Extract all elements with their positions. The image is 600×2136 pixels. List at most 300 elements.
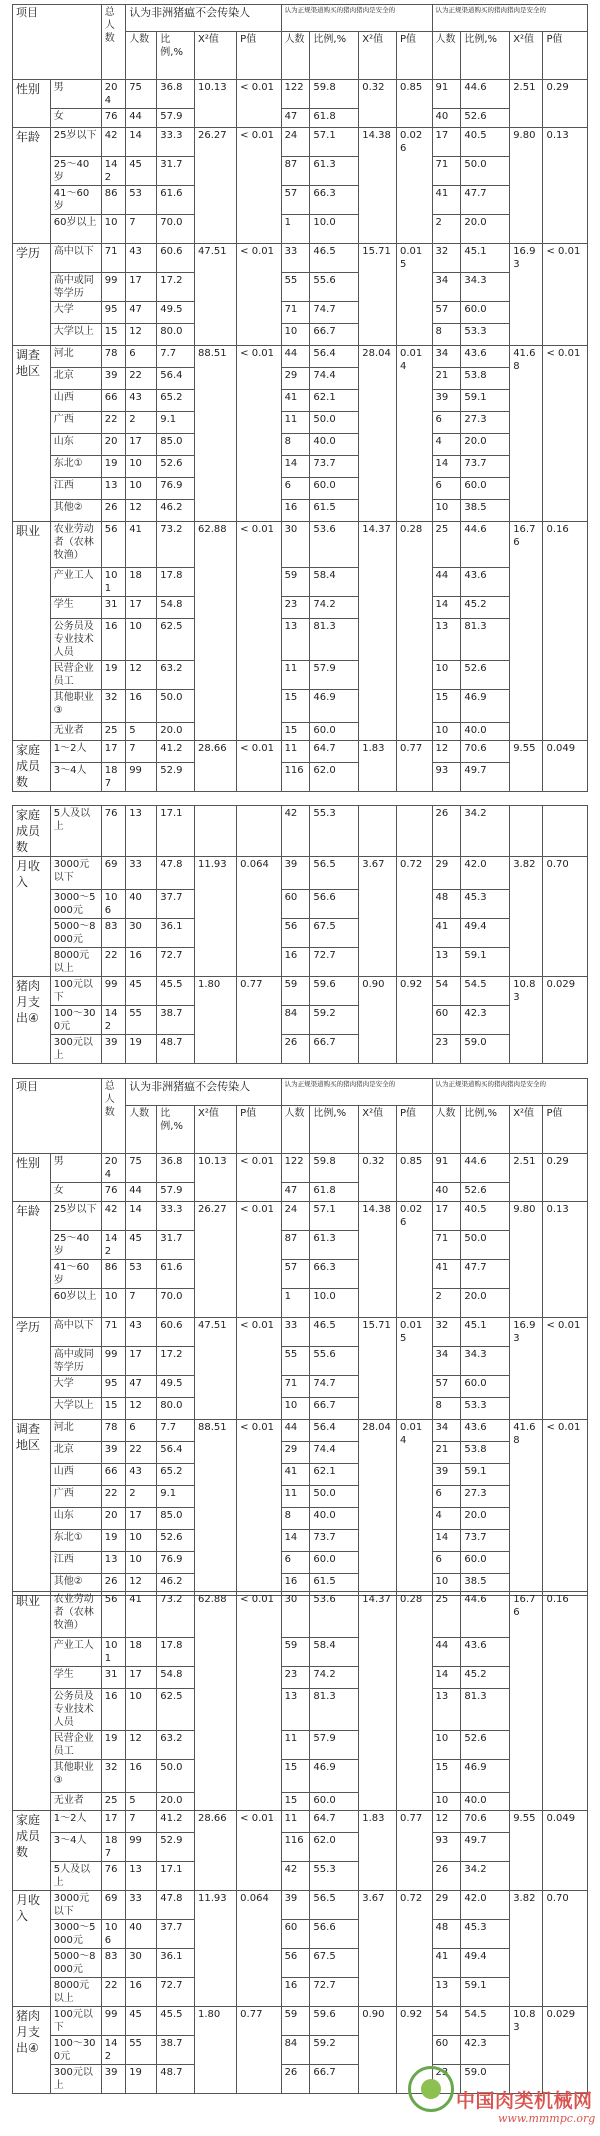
g1-percent: 63.2 — [157, 1731, 195, 1760]
g1-count: 43 — [126, 1318, 157, 1347]
row-total: 26 — [101, 500, 125, 522]
row-total: 13 — [101, 478, 125, 500]
g1-count: 6 — [126, 346, 157, 368]
g2-percent: 46.5 — [310, 1318, 359, 1347]
g2-count: 8 — [281, 1508, 310, 1530]
g1-percent: 50.0 — [157, 690, 195, 723]
g2-percent: 61.5 — [310, 1574, 359, 1596]
g2-p-value: 0.014 — [396, 346, 432, 522]
row-total: 101 — [101, 568, 125, 597]
table-row — [13, 741, 588, 763]
row-total: 66 — [101, 1464, 125, 1486]
g3-count: 23 — [432, 1035, 461, 1064]
g2-chi-square: 3.67 — [359, 857, 397, 977]
g3-count: 26 — [432, 1862, 461, 1891]
row-category: 公务员及专业技术人员 — [50, 619, 101, 661]
g2-count: 6 — [281, 1552, 310, 1574]
row-total: 69 — [101, 857, 125, 890]
g2-count: 1 — [281, 215, 310, 244]
row-total: 25 — [101, 1793, 125, 1811]
g3-count: 41 — [432, 186, 461, 215]
group-label: 性别 — [13, 1154, 51, 1202]
g2-percent: 60.0 — [310, 1552, 359, 1574]
g2-p-value: 0.28 — [396, 522, 432, 741]
g3-percent: 52.6 — [461, 1183, 510, 1202]
row-total: 56 — [101, 522, 125, 568]
g1-percent: 49.5 — [157, 302, 195, 324]
g2-chi-square: 0.90 — [359, 977, 397, 1064]
row-category: 100元以下 — [50, 977, 101, 1006]
g2-p-value: 0.85 — [396, 80, 432, 128]
g3-p-value: 0.29 — [543, 1154, 588, 1202]
g3-percent: 45.2 — [461, 597, 510, 619]
g1-count: 17 — [126, 434, 157, 456]
g1-percent: 17.8 — [157, 1638, 195, 1667]
table-row — [13, 1667, 588, 1689]
row-category: 无业者 — [50, 1793, 101, 1811]
g1-count: 19 — [126, 1035, 157, 1064]
g3-p-value: 0.70 — [543, 1891, 588, 2007]
group-label: 性别 — [13, 80, 51, 128]
g2-chi-square: 1.83 — [359, 1811, 397, 1891]
g3-percent: 49.7 — [461, 763, 510, 792]
g2-count: 15 — [281, 690, 310, 723]
table-row — [13, 1793, 588, 1811]
g1-count: 10 — [126, 619, 157, 661]
row-total: 39 — [101, 2065, 125, 2094]
row-total: 13 — [101, 1552, 125, 1574]
row-category: 其他职业③ — [50, 690, 101, 723]
g1-chi-square: 10.13 — [195, 1154, 237, 1202]
g2-chi-square: 28.04 — [359, 1420, 397, 1596]
g3-count: 10 — [432, 500, 461, 522]
g1-percent: 33.3 — [157, 128, 195, 157]
header-group-2: 认为正规渠道购买的猪肉猪肉是安全的 — [281, 5, 432, 32]
g3-percent: 45.3 — [461, 1920, 510, 1949]
g1-percent: 52.9 — [157, 1833, 195, 1862]
g2-count: 42 — [281, 1862, 310, 1891]
g3-count: 6 — [432, 412, 461, 434]
g1-count: 47 — [126, 302, 157, 324]
g3-percent: 42.0 — [461, 857, 510, 890]
g2-chi-square: 1.83 — [359, 741, 397, 792]
row-category: 大学以上 — [50, 1398, 101, 1420]
row-category: 山东 — [50, 1508, 101, 1530]
g1-count: 7 — [126, 741, 157, 763]
row-total: 76 — [101, 1862, 125, 1891]
g3-count: 25 — [432, 522, 461, 568]
data-table-part-1 — [12, 4, 588, 792]
g3-percent: 42.0 — [461, 1891, 510, 1920]
table-row — [13, 1376, 588, 1398]
table-row — [13, 1592, 588, 1638]
g2-percent: 59.8 — [310, 1154, 359, 1183]
g1-p-value: < 0.01 — [237, 244, 281, 346]
g3-count: 17 — [432, 128, 461, 157]
g3-count: 48 — [432, 890, 461, 919]
table-row — [13, 1920, 588, 1949]
row-category: 60岁以上 — [50, 215, 101, 244]
row-total: 16 — [101, 619, 125, 661]
g3-count: 10 — [432, 1574, 461, 1596]
g3-percent: 27.3 — [461, 412, 510, 434]
g3-count: 40 — [432, 109, 461, 128]
row-total: 86 — [101, 1260, 125, 1289]
table-row — [13, 1508, 588, 1530]
g3-count: 21 — [432, 368, 461, 390]
g1-p-value: < 0.01 — [237, 1420, 281, 1596]
g2-count: 71 — [281, 1376, 310, 1398]
row-category: 高中以下 — [50, 244, 101, 273]
g1-count: 12 — [126, 661, 157, 690]
subheader-p: P值 — [237, 1106, 281, 1154]
g1-percent: 20.0 — [157, 1793, 195, 1811]
g2-percent: 55.6 — [310, 1347, 359, 1376]
g2-percent: 74.4 — [310, 368, 359, 390]
g3-chi-square: 9.55 — [510, 1811, 543, 1891]
table-row — [13, 390, 588, 412]
g3-p-value: 0.049 — [543, 741, 588, 792]
g2-count: 116 — [281, 763, 310, 792]
g2-p-value: 0.92 — [396, 977, 432, 1064]
header-group-3: 认为正规渠道购买的猪肉猪肉是安全的 — [432, 1079, 588, 1106]
g1-chi-square: 28.66 — [195, 1811, 237, 1891]
g2-p-value: 0.77 — [396, 1811, 432, 1891]
g3-count: 14 — [432, 1530, 461, 1552]
g3-percent: 40.0 — [461, 1793, 510, 1811]
g3-count: 13 — [432, 1978, 461, 2007]
g1-percent: 47.8 — [157, 857, 195, 890]
g3-count: 10 — [432, 661, 461, 690]
g1-count: 75 — [126, 80, 157, 109]
g1-p-value: < 0.01 — [237, 1318, 281, 1420]
g2-count: 15 — [281, 1793, 310, 1811]
g1-count: 14 — [126, 1202, 157, 1231]
g3-percent: 46.9 — [461, 1760, 510, 1793]
g2-percent: 61.5 — [310, 500, 359, 522]
row-total: 142 — [101, 2036, 125, 2065]
g3-chi-square — [510, 806, 543, 857]
g3-count: 34 — [432, 346, 461, 368]
g2-chi-square: 3.67 — [359, 1891, 397, 2007]
g1-percent: 48.7 — [157, 2065, 195, 2094]
g3-percent: 52.6 — [461, 661, 510, 690]
g1-count: 47 — [126, 1376, 157, 1398]
g3-percent: 43.6 — [461, 1420, 510, 1442]
row-total: 78 — [101, 1420, 125, 1442]
table-row — [13, 1530, 588, 1552]
row-total: 78 — [101, 346, 125, 368]
g1-percent: 61.6 — [157, 1260, 195, 1289]
subheader-p: P值 — [543, 32, 588, 80]
g1-count: 33 — [126, 1891, 157, 1920]
g2-percent: 66.7 — [310, 324, 359, 346]
g2-percent: 57.9 — [310, 1731, 359, 1760]
g3-percent: 60.0 — [461, 1552, 510, 1574]
g1-p-value: < 0.01 — [237, 1154, 281, 1202]
part1-header-row — [13, 5, 588, 32]
g1-percent: 50.0 — [157, 1760, 195, 1793]
row-total: 69 — [101, 1891, 125, 1920]
subheader-p: P值 — [396, 1106, 432, 1154]
g3-count: 71 — [432, 1231, 461, 1260]
row-total: 83 — [101, 1949, 125, 1978]
g2-percent: 56.4 — [310, 346, 359, 368]
g3-p-value: < 0.01 — [543, 1318, 588, 1420]
g1-count: 41 — [126, 522, 157, 568]
g2-count: 15 — [281, 723, 310, 741]
row-category: 1～2人 — [50, 741, 101, 763]
header-item: 项目 — [13, 1079, 102, 1154]
g1-percent: 60.6 — [157, 244, 195, 273]
g2-p-value: 0.72 — [396, 857, 432, 977]
g3-count: 4 — [432, 1508, 461, 1530]
subheader-chi: X²值 — [359, 32, 397, 80]
row-total: 19 — [101, 456, 125, 478]
g1-percent: 65.2 — [157, 390, 195, 412]
row-total: 17 — [101, 1811, 125, 1833]
g1-percent: 56.4 — [157, 368, 195, 390]
g2-count: 11 — [281, 412, 310, 434]
header-group-2: 认为正规渠道购买的猪肉猪肉是安全的 — [281, 1079, 432, 1106]
row-category: 大学 — [50, 1376, 101, 1398]
row-total: 99 — [101, 2007, 125, 2036]
g2-count: 87 — [281, 1231, 310, 1260]
g2-count: 59 — [281, 977, 310, 1006]
row-category: 5人及以上 — [50, 806, 101, 857]
g3-percent: 60.0 — [461, 302, 510, 324]
table-row — [13, 1731, 588, 1760]
row-category: 8000元以上 — [50, 948, 101, 977]
g3-chi-square: 10.83 — [510, 977, 543, 1064]
g1-count: 12 — [126, 1398, 157, 1420]
g3-chi-square: 41.68 — [510, 1420, 543, 1596]
g1-count: 55 — [126, 1006, 157, 1035]
table-row — [13, 302, 588, 324]
g3-percent: 59.1 — [461, 1464, 510, 1486]
g2-percent: 64.7 — [310, 1811, 359, 1833]
subheader-chi: X²值 — [510, 32, 543, 80]
g1-percent: 17.2 — [157, 273, 195, 302]
g2-p-value: 0.026 — [396, 1202, 432, 1318]
group-label: 年龄 — [13, 128, 51, 244]
g3-percent: 43.6 — [461, 568, 510, 597]
header-total: 总人数 — [101, 5, 125, 80]
g2-chi-square: 15.71 — [359, 1318, 397, 1420]
g1-count: 5 — [126, 723, 157, 741]
g3-count: 60 — [432, 1006, 461, 1035]
g3-percent: 46.9 — [461, 690, 510, 723]
subheader-pct: 比例,% — [310, 32, 359, 80]
g2-p-value: 0.015 — [396, 244, 432, 346]
g2-p-value: 0.28 — [396, 1592, 432, 1811]
g1-percent: 54.8 — [157, 597, 195, 619]
header-total: 总人数 — [101, 1079, 125, 1154]
g1-count: 45 — [126, 977, 157, 1006]
g2-percent: 40.0 — [310, 1508, 359, 1530]
g2-percent: 53.6 — [310, 522, 359, 568]
g1-p-value: < 0.01 — [237, 1811, 281, 1891]
g3-count: 91 — [432, 80, 461, 109]
table-row — [13, 619, 588, 661]
g3-percent: 34.3 — [461, 1347, 510, 1376]
group-label: 调查地区 — [13, 1420, 51, 1596]
g2-chi-square: 14.37 — [359, 1592, 397, 1811]
g2-count: 6 — [281, 478, 310, 500]
g2-percent: 64.7 — [310, 741, 359, 763]
g1-p-value: < 0.01 — [237, 128, 281, 244]
g3-count: 93 — [432, 1833, 461, 1862]
table-row — [13, 1006, 588, 1035]
table-row — [13, 857, 588, 890]
g1-percent: 76.9 — [157, 478, 195, 500]
subheader-chi: X²值 — [359, 1106, 397, 1154]
g1-count: 43 — [126, 1464, 157, 1486]
g1-count: 40 — [126, 1920, 157, 1949]
g1-count: 43 — [126, 390, 157, 412]
row-category: 高中以下 — [50, 1318, 101, 1347]
g2-count: 16 — [281, 1978, 310, 2007]
row-total: 22 — [101, 412, 125, 434]
g1-percent: 65.2 — [157, 1464, 195, 1486]
g1-percent: 17.1 — [157, 1862, 195, 1891]
g2-count: 11 — [281, 1486, 310, 1508]
table-row — [13, 690, 588, 723]
g3-count: 2 — [432, 1289, 461, 1318]
table-row — [13, 522, 588, 568]
g1-count: 45 — [126, 157, 157, 186]
row-total: 42 — [101, 1202, 125, 1231]
g3-percent: 49.4 — [461, 1949, 510, 1978]
g1-chi-square: 11.93 — [195, 857, 237, 977]
g1-chi-square: 1.80 — [195, 2007, 237, 2094]
row-category: 学生 — [50, 1667, 101, 1689]
g3-chi-square: 16.93 — [510, 244, 543, 346]
g1-percent: 62.5 — [157, 1689, 195, 1731]
table-row — [13, 1318, 588, 1347]
g2-p-value: 0.77 — [396, 741, 432, 792]
g3-p-value: 0.029 — [543, 2007, 588, 2094]
g3-chi-square: 9.55 — [510, 741, 543, 792]
g2-count: 10 — [281, 324, 310, 346]
table-row — [13, 2007, 588, 2036]
row-category: 女 — [50, 1183, 101, 1202]
g2-p-value: 0.72 — [396, 1891, 432, 2007]
row-total: 19 — [101, 1530, 125, 1552]
g2-count: 60 — [281, 890, 310, 919]
g3-count: 15 — [432, 690, 461, 723]
g1-count: 13 — [126, 806, 157, 857]
g2-count: 24 — [281, 1202, 310, 1231]
g3-count: 6 — [432, 1486, 461, 1508]
g1-count: 12 — [126, 1574, 157, 1596]
row-category: 3000～5000元 — [50, 890, 101, 919]
g3-count: 17 — [432, 1202, 461, 1231]
g2-percent: 60.0 — [310, 478, 359, 500]
g3-count: 93 — [432, 763, 461, 792]
g1-chi-square: 88.51 — [195, 1420, 237, 1596]
g2-percent: 10.0 — [310, 1289, 359, 1318]
g2-percent: 62.0 — [310, 763, 359, 792]
g3-count: 41 — [432, 919, 461, 948]
table-row — [13, 568, 588, 597]
g2-count: 57 — [281, 1260, 310, 1289]
g2-count: 84 — [281, 1006, 310, 1035]
table-row — [13, 1183, 588, 1202]
table-row — [13, 1638, 588, 1667]
g1-percent: 46.2 — [157, 500, 195, 522]
g1-percent: 31.7 — [157, 157, 195, 186]
row-total: 95 — [101, 1376, 125, 1398]
table-row — [13, 186, 588, 215]
group-label: 猪肉月支出④ — [13, 977, 51, 1064]
g1-p-value: < 0.01 — [237, 1202, 281, 1318]
g2-percent: 72.7 — [310, 948, 359, 977]
g2-percent: 74.4 — [310, 1442, 359, 1464]
row-total: 31 — [101, 1667, 125, 1689]
g2-count: 122 — [281, 80, 310, 109]
table-row — [13, 109, 588, 128]
g1-count: 10 — [126, 1552, 157, 1574]
g3-count: 2 — [432, 215, 461, 244]
g1-percent: 31.7 — [157, 1231, 195, 1260]
g1-count: 17 — [126, 1667, 157, 1689]
table-row — [13, 1486, 588, 1508]
g1-percent: 46.2 — [157, 1574, 195, 1596]
g3-percent: 40.5 — [461, 128, 510, 157]
table-row — [13, 1347, 588, 1376]
g2-count: 26 — [281, 1035, 310, 1064]
g2-count: 14 — [281, 1530, 310, 1552]
header-group-3: 认为正规渠道购买的猪肉猪肉是安全的 — [432, 5, 588, 32]
g3-chi-square: 16.76 — [510, 1592, 543, 1811]
g1-chi-square: 26.27 — [195, 128, 237, 244]
header-group-1: 认为非洲猪瘟不会传染人 — [126, 5, 281, 32]
table-row — [13, 273, 588, 302]
g1-count: 55 — [126, 2036, 157, 2065]
g1-percent: 33.3 — [157, 1202, 195, 1231]
g1-count: 2 — [126, 412, 157, 434]
row-total: 22 — [101, 948, 125, 977]
g2-p-value: 0.014 — [396, 1420, 432, 1596]
g3-count: 44 — [432, 1638, 461, 1667]
table-row — [13, 1760, 588, 1793]
g3-percent: 49.4 — [461, 919, 510, 948]
g2-count: 47 — [281, 1183, 310, 1202]
group-label: 月收入 — [13, 1891, 51, 2007]
g1-percent: 85.0 — [157, 1508, 195, 1530]
g2-count: 1 — [281, 1289, 310, 1318]
g2-percent: 58.4 — [310, 1638, 359, 1667]
g1-count: 22 — [126, 1442, 157, 1464]
g2-percent: 67.5 — [310, 1949, 359, 1978]
row-total: 22 — [101, 1978, 125, 2007]
g3-percent: 53.3 — [461, 324, 510, 346]
row-category: 大学 — [50, 302, 101, 324]
g1-percent: 72.7 — [157, 948, 195, 977]
g2-p-value: 0.026 — [396, 128, 432, 244]
row-category: 公务员及专业技术人员 — [50, 1689, 101, 1731]
g3-p-value: 0.049 — [543, 1811, 588, 1891]
g1-count: 12 — [126, 500, 157, 522]
g1-percent: 17.8 — [157, 568, 195, 597]
row-category: 男 — [50, 1154, 101, 1183]
g2-percent: 81.3 — [310, 619, 359, 661]
g2-count: 23 — [281, 1667, 310, 1689]
g1-percent: 52.9 — [157, 763, 195, 792]
g3-percent: 44.6 — [461, 1592, 510, 1638]
g2-percent: 46.9 — [310, 690, 359, 723]
